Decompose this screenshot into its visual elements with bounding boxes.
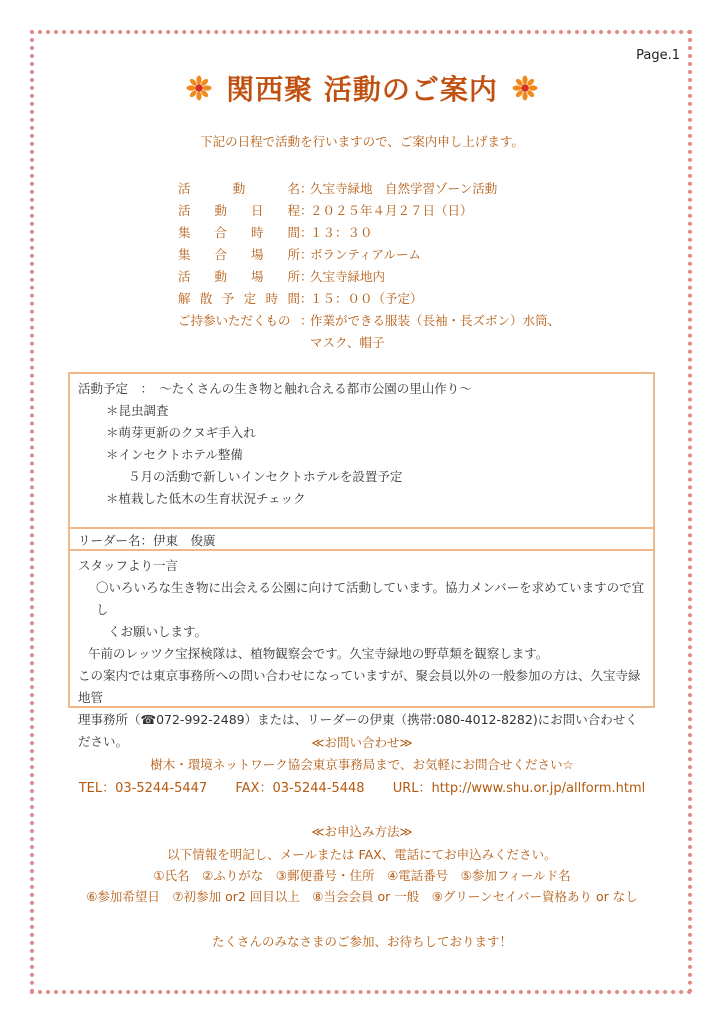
page-number: Page.1 (636, 48, 680, 63)
staff-paragraph: くお願いします。 (108, 624, 208, 639)
detail-label-char: 動 (232, 181, 246, 196)
detail-value: 久宝寺緑地内 (310, 269, 386, 284)
detail-label-char: 動 (214, 269, 227, 284)
detail-label (178, 245, 300, 263)
event-details (178, 177, 560, 353)
detail-row (178, 177, 560, 199)
detail-label (178, 289, 300, 307)
detail-label (178, 267, 300, 285)
staff-paragraph: 午前のレッツク宝探検隊は、植物観察会です。久宝寺緑地の野草類を観察します。 (88, 646, 549, 661)
detail-value: ボランティアルーム (310, 247, 422, 262)
detail-label-char: 動 (214, 203, 227, 218)
detail-label-char: 予 (221, 291, 235, 306)
detail-label (178, 223, 300, 241)
inquiry-contacts (0, 777, 724, 796)
application-line: ①氏名 ②ふりがな ③郵便番号・住所 ④電話番号 ⑤参加フィールド名 (153, 868, 571, 883)
schedule-item: ＊昆虫調査 (106, 403, 169, 418)
staff-heading: スタッフより一言 (78, 558, 179, 573)
schedule-item: ＊萌芽更新のクヌギ手入れ (106, 425, 256, 440)
application-line: 以下情報を明記し、メールまたは FAX、電話にてお申込みください。 (167, 847, 557, 862)
leader-box (68, 529, 655, 551)
detail-separator: ： (300, 247, 313, 262)
detail-label (178, 179, 300, 197)
tel-number: TEL：03-5244-5447 (78, 781, 208, 796)
fax-number: FAX：03-5244-5448 (235, 781, 365, 796)
detail-label-char: 合 (214, 225, 227, 240)
detail-label-char: 集 (178, 247, 191, 262)
detail-row (178, 287, 560, 309)
detail-label-char: 間 (287, 291, 300, 306)
staff-message-box (68, 551, 655, 749)
detail-label-char: 所 (287, 269, 300, 284)
detail-row (178, 199, 560, 221)
staff-paragraph: 〇いろいろな生き物に出会える公園に向けて活動しています。協力メンバーを求めていますので宜し (96, 580, 645, 617)
detail-label-char: 活 (178, 203, 191, 218)
closing-message: たくさんのみなさまのご参加、お待ちしております！ (211, 934, 512, 949)
flower-icon (186, 75, 212, 101)
detail-separator: ： (300, 313, 313, 328)
detail-label-char: 活 (178, 181, 191, 196)
intro-text: 下記の日程で活動を行いますので、ご案内申し上げます。 (200, 134, 524, 149)
detail-row (178, 309, 560, 331)
application-line: ⑥参加希望日 ⑦初参加 or2 回目以上 ⑧当会会員 or 一般 ⑨グリーンセイバー資格あり or なし (86, 889, 638, 904)
detail-label-char: 時 (265, 291, 279, 306)
leader-name: リーダー名：伊東 俊廣 (78, 533, 216, 548)
inquiry-org: 樹木・環境ネットワーク協会東京事務局まで、お気軽にお問合せください☆ (150, 757, 574, 772)
application-heading: ≪お申込み方法≫ (311, 824, 413, 839)
detail-label-char: 集 (178, 225, 191, 240)
detail-label-char: ご持参いただくもの (178, 313, 291, 328)
staff-paragraph: ださい。 (78, 734, 129, 749)
detail-value: 作業ができる服装（長袖・長ズボン）水筒、 (310, 313, 561, 328)
url-link[interactable]: URL：http://www.shu.or.jp/allform.html (392, 781, 646, 796)
detail-separator: ： (300, 269, 313, 284)
title-row (0, 68, 724, 108)
detail-label-char: 名 (287, 181, 300, 196)
schedule-box (68, 372, 655, 529)
detail-separator: ： (300, 203, 313, 218)
detail-label-char: 活 (178, 269, 191, 284)
detail-label-char: 場 (250, 269, 264, 284)
detail-label-char: 散 (199, 291, 213, 306)
schedule-header: 活動予定 ： ～たくさんの生き物と触れ合える都市公園の里山作り～ (78, 381, 472, 396)
detail-label-char: 日 (250, 203, 264, 218)
detail-row (178, 243, 560, 265)
schedule-item: ＊インセクトホテル整備 (106, 447, 243, 462)
detail-label-char: 所 (287, 247, 300, 262)
detail-value: １５：００（予定） (310, 291, 423, 306)
detail-value: １３：３０ (310, 225, 373, 240)
detail-separator: ： (300, 181, 313, 196)
page-title: 関西聚 活動のご案内 (226, 73, 498, 106)
schedule-sub-note: ５月の活動で新しいインセクトホテルを設置予定 (128, 469, 403, 484)
detail-row (178, 265, 560, 287)
inquiry-heading: ≪お問い合わせ≫ (311, 735, 413, 750)
detail-separator: ： (300, 225, 313, 240)
detail-label-char: 場 (250, 247, 264, 262)
details-continuation: マスク、帽子 (310, 335, 385, 350)
detail-value: ２０２５年４月２７日（日） (310, 203, 473, 218)
detail-label (178, 311, 300, 329)
detail-label-char: 間 (287, 225, 300, 240)
detail-label-char: 合 (214, 247, 227, 262)
detail-label-char: 定 (243, 291, 257, 306)
detail-label-char: 時 (250, 225, 264, 240)
detail-label-char: 程 (287, 203, 300, 218)
detail-separator: ： (300, 291, 313, 306)
detail-label-char: 解 (178, 291, 191, 306)
detail-value: 久宝寺緑地 自然学習ゾーン活動 (310, 181, 498, 196)
detail-row (178, 221, 560, 243)
detail-label (178, 201, 300, 219)
staff-paragraph: 理事務所（☎072-992-2489）または、リーダーの伊東（携帯:080-4012-8282)にお問い合わせく (78, 712, 638, 727)
flower-icon (512, 75, 538, 101)
schedule-item: ＊植栽した低木の生育状況チェック (106, 491, 306, 506)
staff-paragraph: この案内では東京事務所への問い合わせになっていますが、聚会員以外の一般参加の方は、久宝寺緑地管 (78, 668, 641, 705)
